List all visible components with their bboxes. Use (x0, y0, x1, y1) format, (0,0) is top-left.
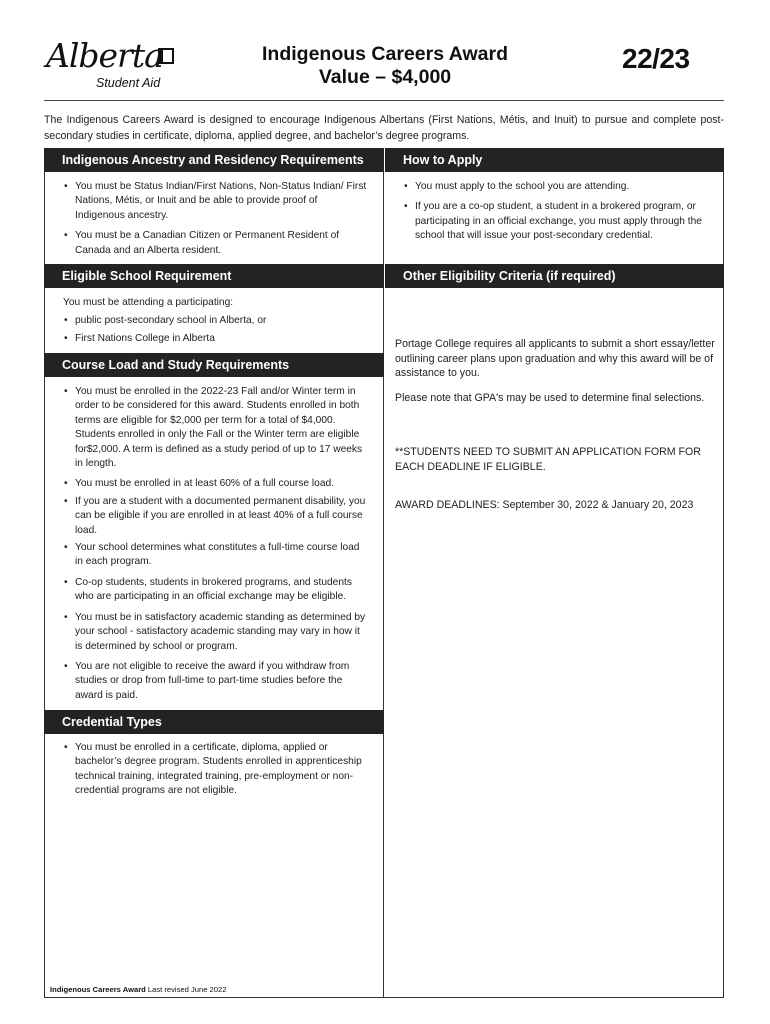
list-item: • You must be enrolled in a certificate, diploma, applied or bachelor’s degree program. Students enrolled in apprenticeship technical training, integrated training, pre-employment or non-credential programs are not eligible. (63, 741, 368, 799)
list-item: • You must be in satisfactory academic standing as determined by your school - satisfactory academic standing may vary in how it is determined by school or program. (63, 611, 368, 654)
logo-subtitle: Student Aid (96, 76, 161, 90)
page-footer (50, 985, 226, 994)
course-load-heading: Course Load and Study Requirements (44, 353, 384, 377)
list-item: • If you are a co-op student, a student in a brokered program, or participating in an official exchange, you must apply through the school that will issue your post-secondary credential. (403, 200, 713, 243)
other-criteria-paragraph: AWARD DEADLINES: September 30, 2022 & January 20, 2023 (395, 499, 694, 511)
other-criteria-heading: Other Eligibility Criteria (if required) (385, 264, 724, 288)
document-title (200, 43, 570, 89)
list-item: • You are not eligible to receive the award if you withdraw from studies or drop from full-time to part-time studies before the award is paid. (63, 660, 368, 703)
title-line-1: Indigenous Careers Award (262, 43, 508, 65)
how-to-apply-heading: How to Apply (385, 148, 724, 172)
list-item: • You must be a Canadian Citizen or Permanent Resident of Canada and an Alberta resident. (63, 229, 368, 258)
other-criteria-paragraph: Portage College requires all applicants to submit a short essay/letter outlining career plans upon graduation and why this award will be of assistance to you. (395, 338, 715, 380)
footer-revised: Last revised June 2022 (147, 985, 227, 994)
alberta-logo (46, 36, 196, 96)
logo-wordmark: Alberta (46, 36, 163, 75)
list-item: • You must apply to the school you are attending. (403, 180, 713, 194)
title-line-2: Value – $4,000 (318, 66, 452, 88)
list-item: • Co-op students, students in brokered programs, and students who are participating in an official exchange may be eligible. (63, 576, 368, 605)
list-item: • You must be enrolled in at least 60% of a full course load. (63, 477, 368, 491)
how-to-apply-list (403, 180, 713, 250)
other-criteria-paragraph: Please note that GPA's may be used to determine final selections. (395, 392, 705, 404)
logo-flag-icon (158, 48, 174, 64)
credential-list (63, 741, 368, 805)
eligible-school-heading: Eligible School Requirement (44, 264, 384, 288)
ancestry-list (63, 180, 368, 264)
course-load-list (63, 385, 368, 709)
credential-heading: Credential Types (44, 710, 384, 734)
list-item: • You must be enrolled in the 2022-23 Fall and/or Winter term in order to be considered for this award. Students enrolled in both terms are eligible for $2,000 per term for a total of $4,000. Students enrolled in only the Fall or the Winter term are eligible for$2,000. A term is defined as a study period of up to 17 weeks in length. (63, 385, 368, 471)
header-divider (44, 100, 724, 101)
list-item: • Your school determines what constitutes a full-time course load in each program. (63, 541, 368, 570)
award-year: 22/23 (622, 43, 690, 74)
list-item: • public post-secondary school in Alberta, or (63, 314, 368, 328)
other-criteria-paragraph: **STUDENTS NEED TO SUBMIT AN APPLICATION FORM FOR EACH DEADLINE IF ELIGIBLE. (395, 446, 701, 473)
ancestry-heading: Indigenous Ancestry and Residency Requirements (44, 148, 384, 172)
list-item: • If you are a student with a documented permanent disability, you can be eligible if you are enrolled in at least 40% of a full course load. (63, 495, 368, 538)
eligible-school-list (63, 314, 368, 350)
intro-paragraph: The Indigenous Careers Award is designed to encourage Indigenous Albertans (First Nations, Métis, and Inuit) to pursue and complete post-secondary studies in certificate, diploma, applied degree, and bachelor’s degree programs. (44, 114, 724, 142)
eligible-school-intro: You must be attending a participating: (63, 297, 234, 308)
frame-bottom-line (44, 997, 724, 998)
footer-award-name: Indigenous Careers Award (50, 985, 146, 994)
list-item: • First Nations College in Alberta (63, 332, 368, 346)
list-item: • You must be Status Indian/First Nations, Non-Status Indian/ First Nations, Métis, or Inuit and be able to provide proof of Indigenous ancestry. (63, 180, 368, 223)
